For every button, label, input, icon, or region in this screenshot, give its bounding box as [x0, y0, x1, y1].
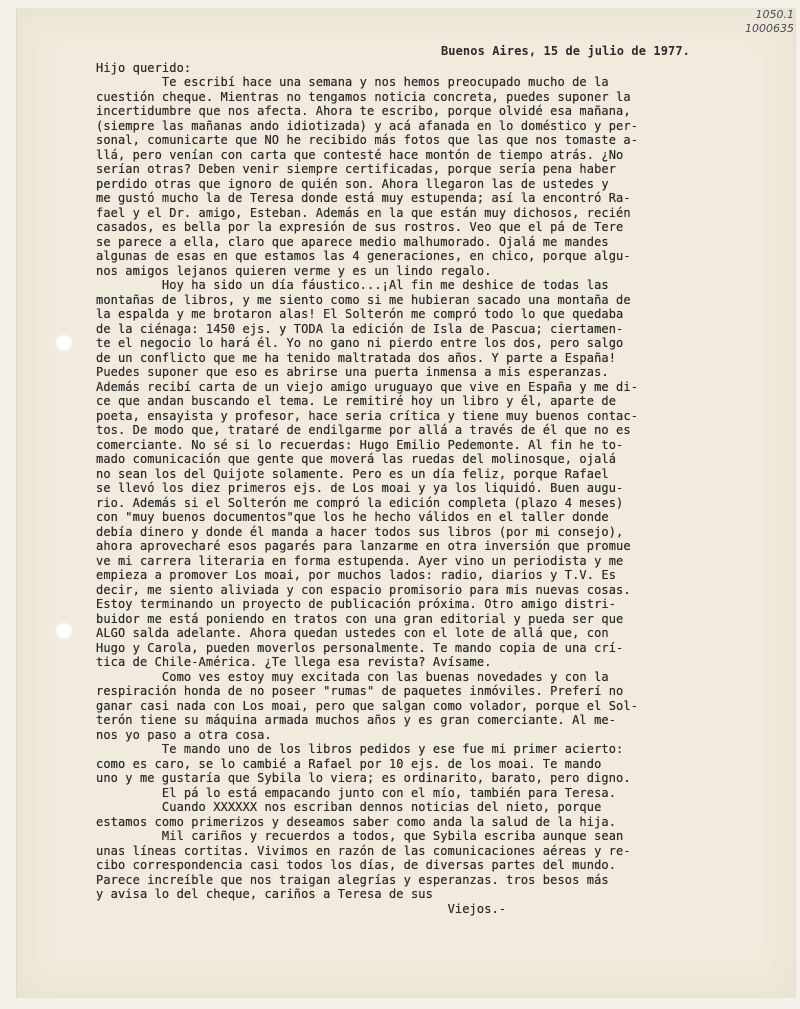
letter-salutation: Hijo querido: — [96, 60, 192, 75]
letter-line: ve mi carrera literaria en forma estupenda. Ayer vino un periodista y me — [96, 553, 624, 568]
letter-line: se parece a ella, claro que aparece medio malhumorado. Ojalá me mandes — [96, 234, 609, 249]
letter-line: estamos como primerizos y deseamos saber como anda la salud de la hija. — [96, 814, 617, 829]
letter-line: ALGO salda adelante. Ahora quedan ustedes con el lote de allá que, con — [96, 626, 609, 640]
punch-hole — [55, 334, 73, 352]
letter-line: con "muy buenos documentos"que los he hecho válidos en el taller donde — [96, 510, 609, 524]
letter-line: uno y me gustaría que Sybila lo viera; es ordinarito, barato, pero digno. — [96, 771, 631, 785]
letter-line: Como ves estoy muy excitada con las buenas novedades y con la — [96, 669, 609, 684]
letter-line: Viejos.- — [96, 901, 507, 916]
archive-code-line: 1050.1 — [755, 8, 794, 21]
letter-line: Te escribí hace una semana y nos hemos preocupado mucho de la — [96, 75, 609, 89]
letter-line: nos yo paso a otra cosa. — [96, 727, 272, 742]
archive-code-line: 1000635 — [745, 22, 794, 35]
archive-code — [732, 8, 794, 36]
letter-body — [96, 44, 786, 916]
letter-line: debía dinero y donde él manda a hacer todos sus libros (por mi consejo), — [96, 524, 624, 539]
letter-line: Te mando uno de los libros pedidos y ese fue mi primer acierto: — [96, 742, 624, 756]
letter-line: Cuando XXXXXX nos escriban dennos noticias del nieto, porque — [96, 800, 602, 814]
letter-line: llá, pero venían con carta que contesté hace montón de tiempo atrás. ¿No — [96, 147, 624, 162]
letter-line: perdido otras que ignoro de quién son. Ahora llegaron las de ustedes y — [96, 176, 609, 191]
letter-line: cibo correspondencia casi todos los días, de diversas partes del mundo. — [96, 858, 617, 872]
letter-line: mado comunicación que gente que moverá las ruedas del molinosque, ojalá — [96, 452, 617, 466]
letter-line: nos amigos lejanos quieren verme y es un lindo regalo. — [96, 263, 492, 278]
letter-line: de la ciénaga: 1450 ejs. y TODA la edición de Isla de Pascua; ciertamen- — [96, 321, 624, 336]
letter-date: Buenos Aires, 15 de julio de 1977. — [440, 44, 690, 58]
letter-line: ahora aprovecharé esos pagarés para lanzarme en otra inversión que promue — [96, 539, 631, 553]
letter-line: serían otras? Deben venir siempre certificadas, porque sería pena haber — [96, 162, 617, 176]
letter-line: ganar casi nada con Los moai, pero que salgan como volador, porque el Sol- — [96, 698, 639, 713]
letter-line: sonal, comunicarte que NO he recibido más fotos que las que nos tomaste a- — [96, 133, 639, 147]
letter-line: Mil cariños y recuerdos a todos, que Sybila escriba aunque sean — [96, 829, 624, 843]
letter-line: unas líneas cortitas. Vivimos en razón de las comunicaciones aéreas y re- — [96, 843, 631, 858]
letter-line: ce que andan buscando el tema. Le remitiré hoy un libro y él, aparte de — [96, 394, 617, 408]
letter-line: Puedes suponer que eso es abrirse una puerta inmensa a mis esperanzas. — [96, 365, 609, 379]
letter-line: Parece increíble que nos traigan alegrías y esperanzas. tros besos más — [96, 872, 609, 887]
letter-line: comerciante. No sé si lo recuerdas: Hugo Emilio Pedemonte. Al fin he to- — [96, 437, 624, 452]
letter-line: Hoy ha sido un día fáustico...¡Al fin me deshice de todas las — [96, 278, 609, 292]
letter-line: casados, es bella por la expresión de sus rostros. Veo que el pá de Tere — [96, 220, 624, 234]
letter-line: terón tiene su máquina armada muchos años y es gran comerciante. Al me- — [96, 713, 617, 727]
letter-line: y avisa lo del cheque, cariños a Teresa de sus — [96, 887, 433, 901]
letter-line: me gustó mucho la de Teresa donde está muy estupenda; así la encontró Ra- — [96, 191, 631, 205]
letter-line: poeta, ensayista y profesor, hace seria crítica y tiene muy buenos contac- — [96, 408, 639, 423]
letter-line: no sean los del Quijote solamente. Pero es un día feliz, porque Rafael — [96, 466, 609, 481]
letter-line: Además recibí carta de un viejo amigo uruguayo que vive en España y me di- — [96, 379, 639, 394]
letter-line: rio. Además si el Solterón me compró la edición completa (plazo 4 meses) — [96, 495, 624, 510]
letter-line: de un conflicto que me ha tenido maltratada dos años. Y parte a España! — [96, 350, 617, 365]
punch-hole — [55, 622, 73, 640]
letter-line: (siempre las mañanas ando idiotizada) y acá afanada en lo doméstico y per- — [96, 118, 639, 133]
letter-line: tos. De modo que, trataré de endilgarme por allá a través de él que no es — [96, 423, 631, 437]
letter-line: incertidumbre que nos afecta. Ahora te escribo, porque olvidé esa mañana, — [96, 104, 631, 118]
letter-line: Estoy terminando un proyecto de publicación próxima. Otro amigo distri- — [96, 597, 617, 611]
letter-line: algunas de esas en que estamos las 4 generaciones, en chico, porque algu- — [96, 249, 631, 263]
letter-line: empieza a promover Los moai, por muchos lados: radio, diarios y T.V. Es — [96, 568, 617, 582]
letter-line: El pá lo está empacando junto con el mío, también para Teresa. — [96, 785, 617, 800]
letter-line: como es caro, se lo cambié a Rafael por 10 ejs. de los moai. Te mando — [96, 756, 602, 771]
letter-line: Hugo y Carola, pueden moverlos personalmente. Te mando copia de una crí- — [96, 640, 624, 655]
letter-line: tica de Chile-América. ¿Te llega esa revista? Avísame. — [96, 655, 492, 669]
letter-line: fael y el Dr. amigo, Esteban. Además en la que están muy dichosos, recién — [96, 205, 631, 220]
letter-line: montañas de libros, y me siento como si me hubieran sacado una montaña de — [96, 292, 631, 307]
letter-line: te el negocio lo hará él. Yo no gano ni pierdo entre los dos, pero salgo — [96, 336, 624, 350]
letter-line: decir, me siento aliviada y con espacio promisorio para mis nuevas cosas. — [96, 582, 631, 597]
letter-line: buidor me está poniendo en tratos con una gran editorial y pueda ser que — [96, 611, 624, 626]
letter-line: la espalda y me brotaron alas! El Solterón me compró todo lo que quedaba — [96, 307, 624, 321]
letter-line: cuestión cheque. Mientras no tengamos noticia concreta, puedes suponer la — [96, 89, 631, 104]
letter-line: respiración honda de no poseer "rumas" de paquetes inmóviles. Preferí no — [96, 684, 624, 698]
letter-line: se llevó los diez primeros ejs. de Los moai y ya los liquidó. Buen augu- — [96, 481, 624, 495]
